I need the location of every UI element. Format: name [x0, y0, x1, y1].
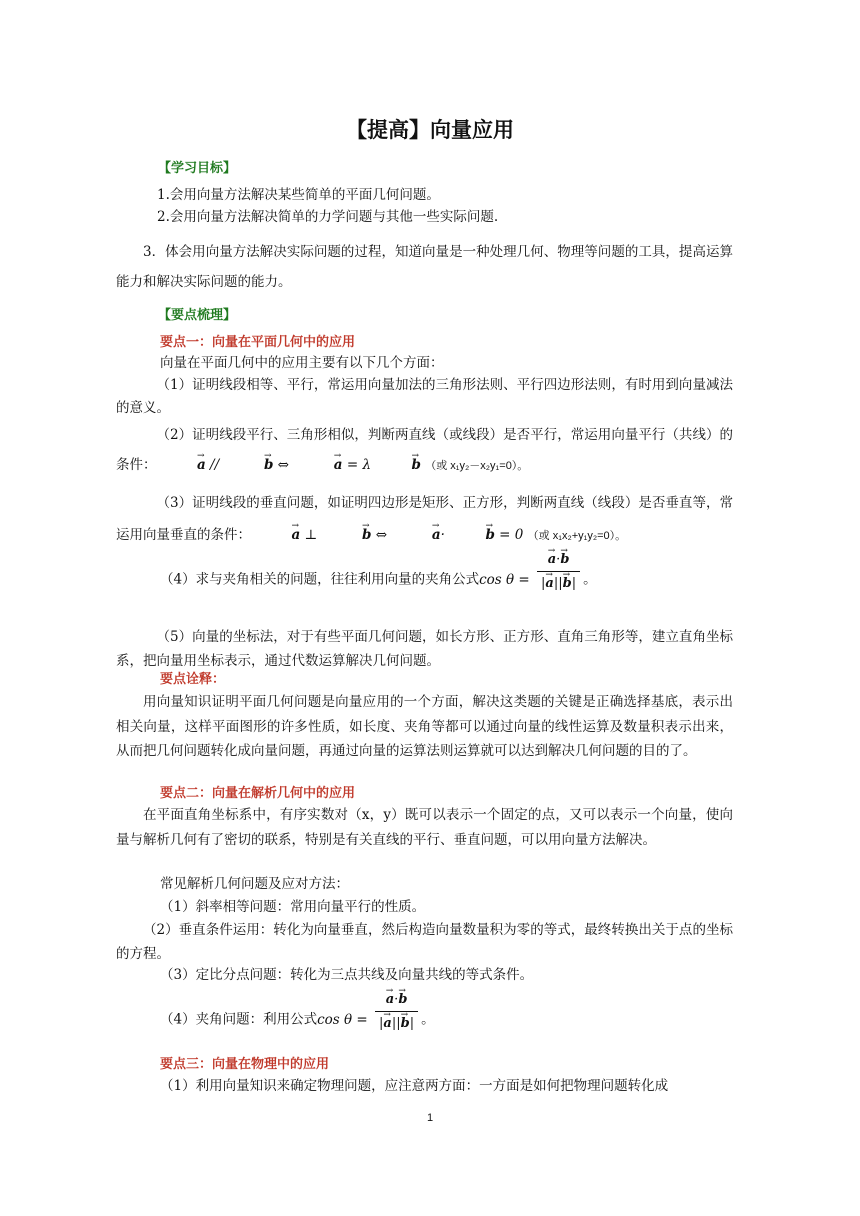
angle-formula: cos θ = → $\frac{a\cdot\to b}{|\to a||\to b|}$	[479, 572, 583, 588]
point2-item-4	[160, 992, 780, 1035]
note-text: 用向量知识证明平面几何问题是向量应用的一个方面，解决这类题的关键是正确选择基底，表示出相关向量，这样平面图形的许多性质，如长度、夹角等都可以通过向量的线性运算及数量积表示出来，从而把几何问题转化成向量问题，再通过向量的运算法则运算就可以达到解决几何问题的目的了。	[116, 694, 733, 759]
parallel-formula: → a // → b ⇔ → a = λ→ b	[157, 457, 421, 473]
perpendicular-coordinate-note: （或 x₁x₂+y₁y₂=0）。	[527, 530, 627, 542]
point1-item-3	[116, 487, 733, 552]
point3-heading: 要点三：向量在物理中的应用	[160, 1057, 330, 1072]
angle-formula-2: cos θ = → $\frac{a\cdot\to b}{|\to a||\to b|}$	[317, 1012, 421, 1028]
point1-item-4-end: 。	[583, 571, 597, 588]
point2-item-3: （3）定比分点问题：转化为三点共线及向量共线的等式条件。	[160, 967, 534, 983]
goals-heading: 【学习目标】	[158, 161, 237, 176]
goal-item-3: 3．体会用向量方法解决实际问题的过程，知道向量是一种处理几何、物理等问题的工具，提高运算能力和解决实际问题的能力。	[116, 244, 733, 290]
point2-heading: 要点二：向量在解析几何中的应用	[160, 786, 356, 801]
note-heading: 要点诠释：	[160, 672, 226, 687]
point1-item-2-text: （2）证明线段平行、三角形相似，判断两直线（或线段）是否平行，常运用向量平行（共线）的条件：	[116, 427, 733, 473]
point1-item-2	[116, 420, 733, 481]
point2-paragraph-1: 在平面直角坐标系中，有序实数对（x，y）既可以表示一个固定的点，又可以表示一个向量，使向量与解析几何有了密切的联系，特别是有关直线的平行、垂直问题，可以用向量方法解决。	[116, 807, 733, 848]
point2-item-1: （1）斜率相等问题：常用向量平行的性质。	[160, 899, 426, 915]
goal-item-1: 1.会用向量方法解决某些简单的平面几何问题。	[157, 187, 440, 203]
point1-intro: 向量在平面几何中的应用主要有以下几个方面：	[160, 355, 444, 371]
point2-paragraph-2: 常见解析几何问题及应对方法：	[160, 876, 349, 892]
summary-heading: 【要点梳理】	[158, 308, 237, 323]
point1-item-5: （5）向量的坐标法，对于有些平面几何问题，如长方形、正方形、直角三角形等，建立直角坐标系，把向量用坐标表示，通过代数运算解决几何问题。	[116, 629, 733, 669]
point1-heading: 要点一：向量在平面几何中的应用	[160, 335, 356, 350]
parallel-coordinate-note: （或 x₁y₂－x₂y₁=0）。	[425, 460, 529, 472]
goal-item-2: 2.会用向量方法解决简单的力学问题与其他一些实际问题.	[157, 209, 499, 225]
point1-item-3-text: （3）证明线段的垂直问题，如证明四边形是矩形、正方形，判断两直线（线段）是否垂直等，常运用向量垂直的条件：	[116, 495, 733, 543]
point3-item-1: （1）利用向量知识来确定物理问题，应注意两方面：一方面是如何把物理问题转化成	[160, 1078, 669, 1094]
point2-item-4-text: （4）夹角问题：利用公式	[160, 1011, 318, 1028]
point1-item-4-text: （4）求与夹角相关的问题，往往利用向量的夹角公式	[160, 571, 480, 588]
page-number: 1	[426, 1112, 434, 1124]
perpendicular-formula: → a ⊥ → b ⇔ → a·→ b = 0	[251, 527, 523, 543]
point1-item-1: （1）证明线段相等、平行，常运用向量加法的三角形法则、平行四边形法则，有时用到向量减法的意义。	[116, 377, 733, 416]
point1-item-4	[160, 552, 780, 595]
point2-item-4-end: 。	[421, 1011, 435, 1028]
point2-item-2: （2）垂直条件运用：转化为向量垂直，然后构造向量数量积为零的等式，最终转换出关于点的坐标的方程。	[116, 922, 733, 962]
page-title: 【提高】向量应用	[346, 118, 514, 142]
